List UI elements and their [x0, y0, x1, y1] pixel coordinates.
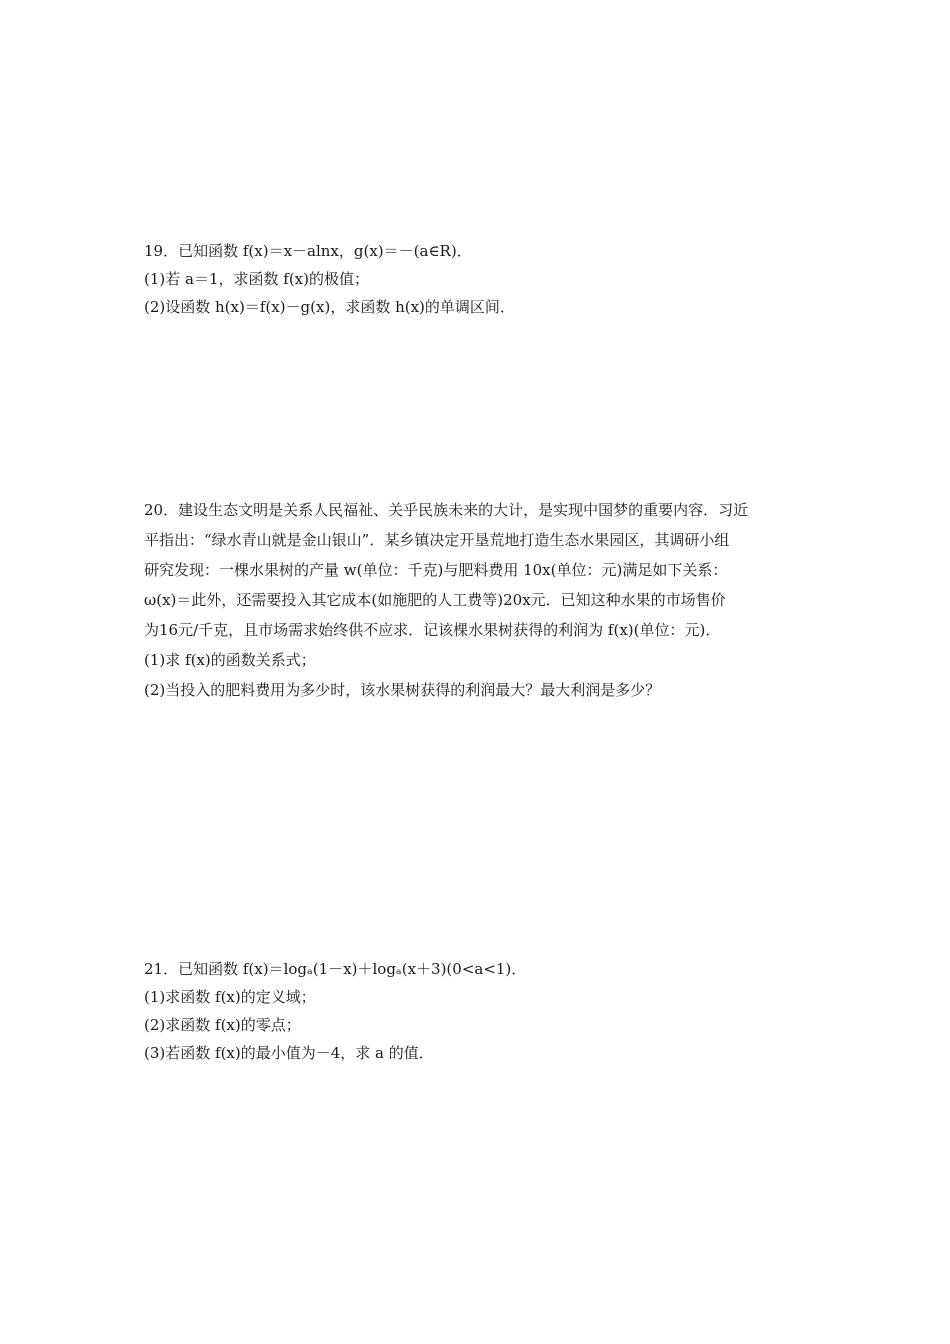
question-19	[144, 237, 824, 321]
question-20	[144, 495, 824, 705]
question-20-stem-line-2: 平指出：“绿水青山就是金山银山”．某乡镇决定开垦荒地打造生态水果园区，其调研小组	[144, 531, 730, 549]
question-19-stem: 19．已知函数 f(x)＝x－alnx，g(x)＝－(a∈R)．	[144, 242, 472, 260]
question-21-part-2: (2)求函数 f(x)的零点；	[144, 1016, 301, 1034]
question-20-part-2: (2)当投入的肥料费用为多少时，该水果树获得的利润最大？最大利润是多少？	[144, 681, 661, 699]
question-20-stem-line-1: 20．建设生态文明是关系人民福祉、关乎民族未来的大计，是实现中国梦的重要内容．习近	[144, 501, 749, 519]
question-21-stem: 21．已知函数 f(x)＝logₐ(1－x)＋logₐ(x＋3)(0<a<1)．	[144, 960, 527, 978]
question-19-part-1: (1)若 a＝1，求函数 f(x)的极值；	[144, 270, 369, 288]
question-21-part-1: (1)求函数 f(x)的定义域；	[144, 988, 316, 1006]
question-21-part-3: (3)若函数 f(x)的最小值为－4，求 a 的值．	[144, 1044, 434, 1062]
question-21	[144, 955, 824, 1067]
question-20-part-1: (1)求 f(x)的函数关系式；	[144, 651, 316, 669]
question-20-stem-line-5: 为16元/千克，且市场需求始终供不应求．记该棵水果树获得的利润为 f(x)(单位：元)．	[144, 621, 721, 639]
question-20-stem-line-4: ω(x)＝此外，还需要投入其它成本(如施肥的人工费等)20x元．已知这种水果的市场售价	[144, 591, 726, 609]
question-20-stem-line-3: 研究发现：一棵水果树的产量 w(单位：千克)与肥料费用 10x(单位：元)满足如下关系：	[144, 561, 728, 579]
question-19-part-2: (2)设函数 h(x)＝f(x)－g(x)，求函数 h(x)的单调区间．	[144, 298, 515, 316]
